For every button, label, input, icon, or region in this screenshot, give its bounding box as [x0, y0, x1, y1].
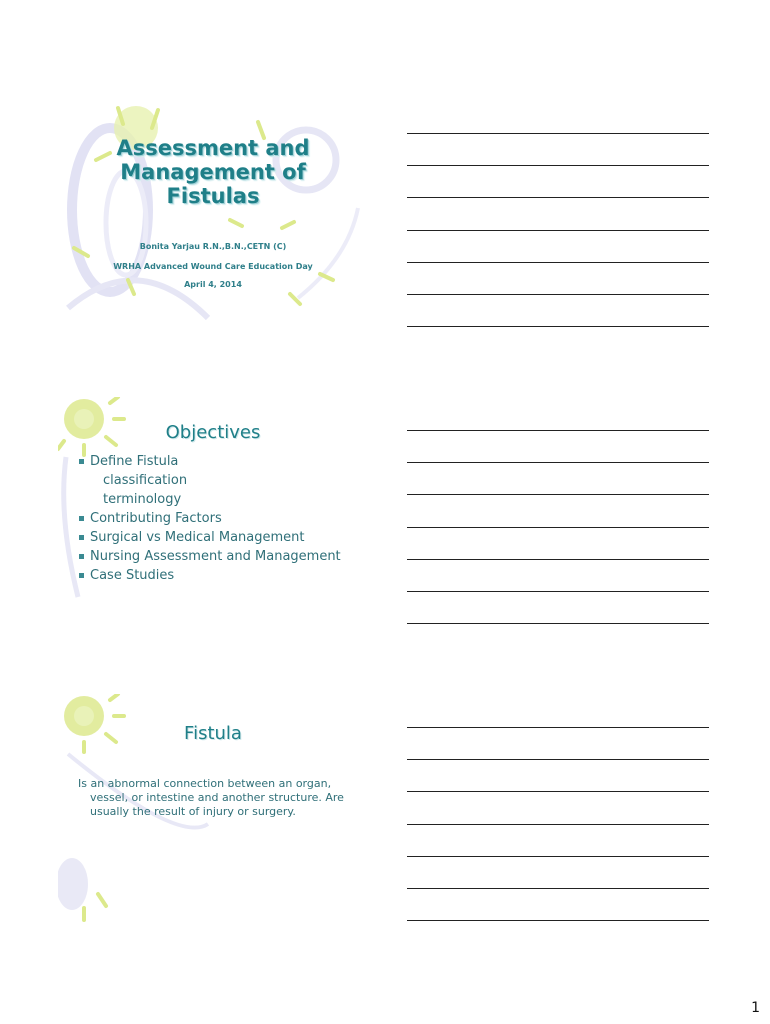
note-line [407, 165, 709, 166]
title-line: Fistulas [166, 184, 260, 208]
definition-text: Is an abnormal connection between an organ, vessel, or intestine and another structure. Are usually the result of injury or surgery. [78, 777, 344, 818]
note-line [407, 197, 709, 198]
event-line: WRHA Advanced Wound Care Education Day [113, 262, 313, 271]
note-line [407, 262, 709, 263]
list-item: Contributing Factors [78, 511, 363, 527]
decorative-swirl-graphic [58, 98, 370, 330]
note-line [407, 759, 709, 760]
note-line [407, 494, 709, 495]
page-number: 1 [751, 1000, 760, 1016]
title-line: Management of [120, 160, 306, 184]
date-line: April 4, 2014 [184, 280, 242, 289]
note-line [407, 430, 709, 431]
list-item: Nursing Assessment and Management [78, 549, 363, 565]
list-item: classification [103, 473, 188, 488]
note-line [407, 791, 709, 792]
slide-objectives [58, 397, 370, 629]
note-line [407, 920, 709, 921]
note-line [407, 326, 709, 327]
note-line [407, 824, 709, 825]
note-line [407, 462, 709, 463]
list-item: terminology [103, 492, 182, 507]
note-line [407, 294, 709, 295]
note-line [407, 727, 709, 728]
slide-title [58, 98, 370, 330]
title-line: Assessment and [116, 136, 310, 160]
list-item: Surgical vs Medical Management [78, 530, 363, 546]
note-line [407, 133, 709, 134]
note-line [407, 527, 709, 528]
presentation-title [78, 136, 348, 208]
objectives-list [78, 454, 363, 587]
note-line [407, 559, 709, 560]
list-item: Define Fistula [78, 454, 363, 470]
author-line: Bonita Yarjau R.N.,B.N.,CETN (C) [139, 242, 287, 251]
note-line [407, 591, 709, 592]
note-line [407, 856, 709, 857]
list-item: Case Studies [78, 568, 363, 584]
slide-heading: Objectives [165, 422, 261, 443]
slide-fistula [58, 694, 370, 926]
slide-heading: Fistula [184, 723, 242, 744]
note-line [407, 623, 709, 624]
note-line [407, 230, 709, 231]
note-line [407, 888, 709, 889]
